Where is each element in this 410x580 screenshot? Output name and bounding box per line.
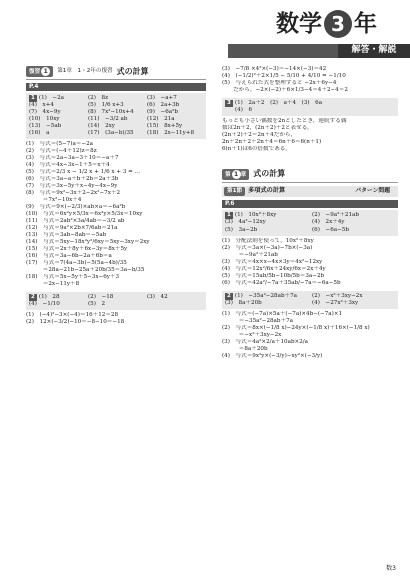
- explanation-line: (9) 与式＝9×(−2/3)×ab×a＝−6a²b: [26, 203, 126, 210]
- paragraph-line: 6(n＋1)は6の倍数である。: [222, 145, 291, 152]
- answer-line: (1) 2a＋2 (2) a＋4 (3) 6a: [234, 99, 323, 106]
- answer-cell: (16) a: [29, 129, 50, 136]
- answer-cell: 1 (1) 10x²＋8xy: [227, 211, 277, 218]
- explanation-line: (2) 12×(−3/2)−10＝−8−10＝−18: [26, 318, 125, 325]
- chapter-title: 式の計算: [116, 66, 149, 76]
- answer-cell: (3) 8a＋20b: [225, 300, 262, 307]
- answer-cell: (5) 3a−2b: [225, 226, 258, 233]
- answer-grid: [225, 212, 395, 234]
- answer-cell: (2) −18: [88, 293, 114, 300]
- header-grade-suffix: 年: [354, 11, 377, 37]
- answer-cell: (5) 1/6 x+3: [88, 101, 124, 108]
- page-header-title: [276, 10, 377, 39]
- explanation-line: ＝−x²＋3xy−2x: [222, 332, 282, 339]
- page-ref-bar: P.6: [222, 200, 398, 208]
- explanation-line: (16) 与式＝3a−6b−2a＋6b＝a: [26, 252, 112, 259]
- explanation-line: (4) 与式＝9x²y×(−3/y)−xy²×(−3/y): [222, 353, 323, 360]
- explanation-paragraph: [222, 118, 398, 153]
- answer-box-1: [26, 93, 206, 139]
- answer-cell: (3) 4a²−12xy: [225, 219, 266, 226]
- explanation-line: (6) 与式＝42a²/−7a＋35ab/−7a＝−6a−5b: [222, 279, 341, 286]
- review-chip-number: 1: [41, 67, 50, 76]
- answer-box-r2: [222, 291, 398, 309]
- explanation-lines: [26, 312, 206, 326]
- paragraph-line: もっとも小さい偶数を2nとしたとき，連続する偶: [222, 117, 347, 124]
- explanation-line: (11) 与式＝2ab²×3a/4ab＝−3/2 ab: [26, 217, 125, 224]
- chapter-chip-number: 1: [232, 170, 241, 179]
- answer-box-2: [26, 292, 206, 310]
- right-chapter-heading: [222, 169, 398, 183]
- explanation-line: (2) 与式＝8x×(−1/8 x)−24y×(−1/8 x)＋16×(−1/8 x): [222, 325, 370, 332]
- explanation-line: ＝8a＋20b: [222, 346, 268, 353]
- explanation-lines: [26, 141, 206, 288]
- answer-cell: (2) −x²＋3xy−2x: [312, 292, 363, 299]
- question-number: 2: [31, 293, 35, 300]
- question-number: 3: [227, 99, 231, 106]
- explanation-line: (1) 与式＝(5−7)a＝−2a: [26, 140, 93, 147]
- chapter-title: 式の計算: [253, 169, 286, 179]
- answer-cell: (18) 2x−11y+8: [147, 129, 195, 136]
- paragraph-line: (2n＋2)＋2＝2n＋4だから，: [222, 131, 297, 138]
- explanation-line: ＝7x²−10x＋4: [26, 196, 82, 203]
- page-number: 数3: [386, 564, 396, 572]
- explanation-line: (2) 与式＝3a×(−3a)−7b×(−3a): [222, 244, 313, 251]
- header-subject: 数学: [276, 11, 322, 37]
- answer-cell: (8) 7x²−10x+4: [88, 108, 134, 115]
- explanation-line: ＝−35a²−28ab＋7a: [222, 318, 293, 325]
- page-ref-bar: P.4: [26, 83, 206, 91]
- explanation-line: だから，−2×(−2)＋6×1/3−4＝4＋2−4＝2: [222, 86, 348, 93]
- answer-cell: (5) 2: [88, 300, 106, 307]
- explanation-line: (5) 与式＝15ab/5b−10b/5b＝3a−2b: [222, 272, 325, 279]
- explanation-line: (13) 与式＝3ab−8ab＝−5ab: [26, 231, 107, 238]
- explanation-line: (6) 与式＝3a−a＋b＋2b＝2a＋3b: [26, 175, 119, 182]
- left-column: [26, 66, 206, 326]
- explanation-lines: [222, 311, 398, 360]
- explanation-line: (8) 与式＝9x²−3x＋2−2x²−7x＋2: [26, 189, 121, 196]
- explanation-line: (3) −7/8 ×4²×(−3)＝−14×(−3)＝42: [222, 66, 327, 72]
- answer-cell: (12) 21a: [147, 115, 175, 122]
- answer-grid: [29, 294, 203, 308]
- explanation-line: ＝28a−21b−25a＋20b/35＝3a−b/35: [26, 266, 145, 273]
- answer-cell: (7) 4x−9y: [29, 108, 61, 115]
- explanation-line: (14) 与式＝5xy−18x²y²/6xy＝5xy−3xy＝2xy: [26, 238, 150, 245]
- paragraph-line: 数は2n＋2，(2n＋2)＋2と表せる。: [222, 124, 313, 131]
- answer-cell: (4) x+4: [29, 101, 54, 108]
- answer-cell: (13) −5ab: [29, 122, 62, 129]
- answer-cell: (4) 2x＋4y: [312, 219, 345, 226]
- explanation-line: (1) 与式＝(−7a)×5a＋(−7a)×4b−(−7a)×1: [222, 311, 343, 318]
- answer-cell: 1 (1) −2a: [31, 95, 65, 101]
- explanation-line: (17) 与式＝7(4a−3b)−5(5a−4b)/35: [26, 259, 127, 266]
- section-heading: [222, 186, 398, 197]
- explanation-line: (2) 与式＝(−4＋12)z＝8z: [26, 147, 97, 154]
- question-number: 2: [227, 292, 231, 299]
- explanation-line: (5) 与式＝2/3 x − 1/2 x + 1/6 x + 3 = ...: [26, 168, 140, 175]
- section-title: 多項式の計算: [248, 187, 286, 195]
- right-column: [222, 66, 398, 360]
- explanation-line: (10) 与式＝6x²y×5/3x＝6x²y×5/3x＝10xy: [26, 210, 143, 217]
- explanation-line: (3) 与式＝4x×x−4x×3y＝4x²−12xy: [222, 258, 323, 265]
- explanation-line: (5) 与えられた式を整理すると −2x＋6y−4: [222, 79, 337, 86]
- paragraph-line: 2n＋2n＋2＋2n＋4＝6n＋6＝6(n＋1): [222, 138, 322, 145]
- answer-cell: (6) 2a+3b: [147, 101, 180, 108]
- answer-cell: (4) −1/10: [29, 300, 60, 307]
- answer-grid: [225, 293, 395, 307]
- answer-cell: (17) (3a−b)/35: [88, 129, 134, 136]
- explanation-lines: [222, 66, 398, 94]
- explanation-line: (1) 分配法則を使って，10x²＋8xy: [222, 237, 314, 244]
- chapter-subtitle: 第1章 1・2年の復習: [57, 68, 113, 74]
- answer-cell: (15) 8x+5y: [147, 122, 183, 129]
- explanation-line: (15) 与式＝2x＋8y＋6x−3y＝8x＋5y: [26, 245, 128, 252]
- review-chip: 復習 1: [26, 66, 53, 77]
- answer-cell: (11) −3/2 ab: [88, 115, 128, 122]
- answer-cell: (2) 8z: [88, 95, 109, 101]
- section-label: パターン問題: [355, 187, 390, 194]
- explanation-line: (18) 与式＝5x−5y＋5−3x−6y＋3: [26, 273, 120, 280]
- answer-cell: (6) −6a−5b: [312, 226, 349, 233]
- answer-box-3: [222, 98, 398, 116]
- answer-cell: 2 (1) 28: [31, 293, 60, 300]
- answer-cell: 2 (1) −35a²−28ab＋7a: [227, 292, 298, 299]
- explanation-line: (12) 与式＝9a²×2b×7/6ab＝21a: [26, 224, 118, 231]
- explanation-line: (3) 与式＝4a²×2/a＋10ab×2/a: [222, 339, 308, 346]
- question-number: 1: [31, 95, 35, 101]
- answer-cell: (9) −6a²b: [147, 108, 178, 115]
- answer-cell: (2) −9a²＋21ab: [312, 211, 359, 218]
- explanation-lines: [222, 238, 398, 287]
- explanation-line: ＝2x−11y＋8: [26, 280, 80, 287]
- section-chip: 第1節: [224, 187, 245, 196]
- explanation-line: (4) 与式＝12x²/6x＋24xy/6x＝2x＋4y: [222, 265, 326, 272]
- answer-box-r1: [222, 210, 398, 236]
- explanation-line: (3) 与式＝2a−3a−3＋10＝−a＋7: [26, 154, 119, 161]
- chapter-chip: 第 1 章: [222, 169, 249, 180]
- explanation-line: (4) (−1/2)²＋2×1/5 − 5/10 + 4/10 = −1/10: [222, 72, 346, 79]
- header-bar: [228, 44, 410, 58]
- explanation-line: ＝−9a²＋21ab: [222, 251, 278, 258]
- answer-line: (4) 6: [235, 106, 253, 113]
- answer-cell: (10) 10xy: [29, 115, 60, 122]
- left-chapter-heading: [26, 66, 206, 80]
- answers-tab: 解答・解説: [338, 44, 410, 58]
- explanation-line: (4) 与式＝4x−3x−1＋5＝x＋4: [26, 161, 110, 168]
- explanation-line: (1) (−4)²−3×(−4)＝16＋12＝28: [26, 311, 119, 318]
- answer-cell: (3) 42: [147, 293, 168, 300]
- answer-cell: (14) 2xy: [88, 122, 115, 129]
- answer-grid: [29, 95, 203, 137]
- explanation-line: (7) 与式＝3x−5y＋x−4y−4x−9y: [26, 182, 118, 189]
- question-number: 1: [227, 211, 231, 218]
- answer-cell: (4) −27x²＋3xy: [312, 300, 359, 307]
- header-grade-circle: 3: [324, 10, 352, 38]
- answer-cell: (3) −a+7: [147, 95, 177, 101]
